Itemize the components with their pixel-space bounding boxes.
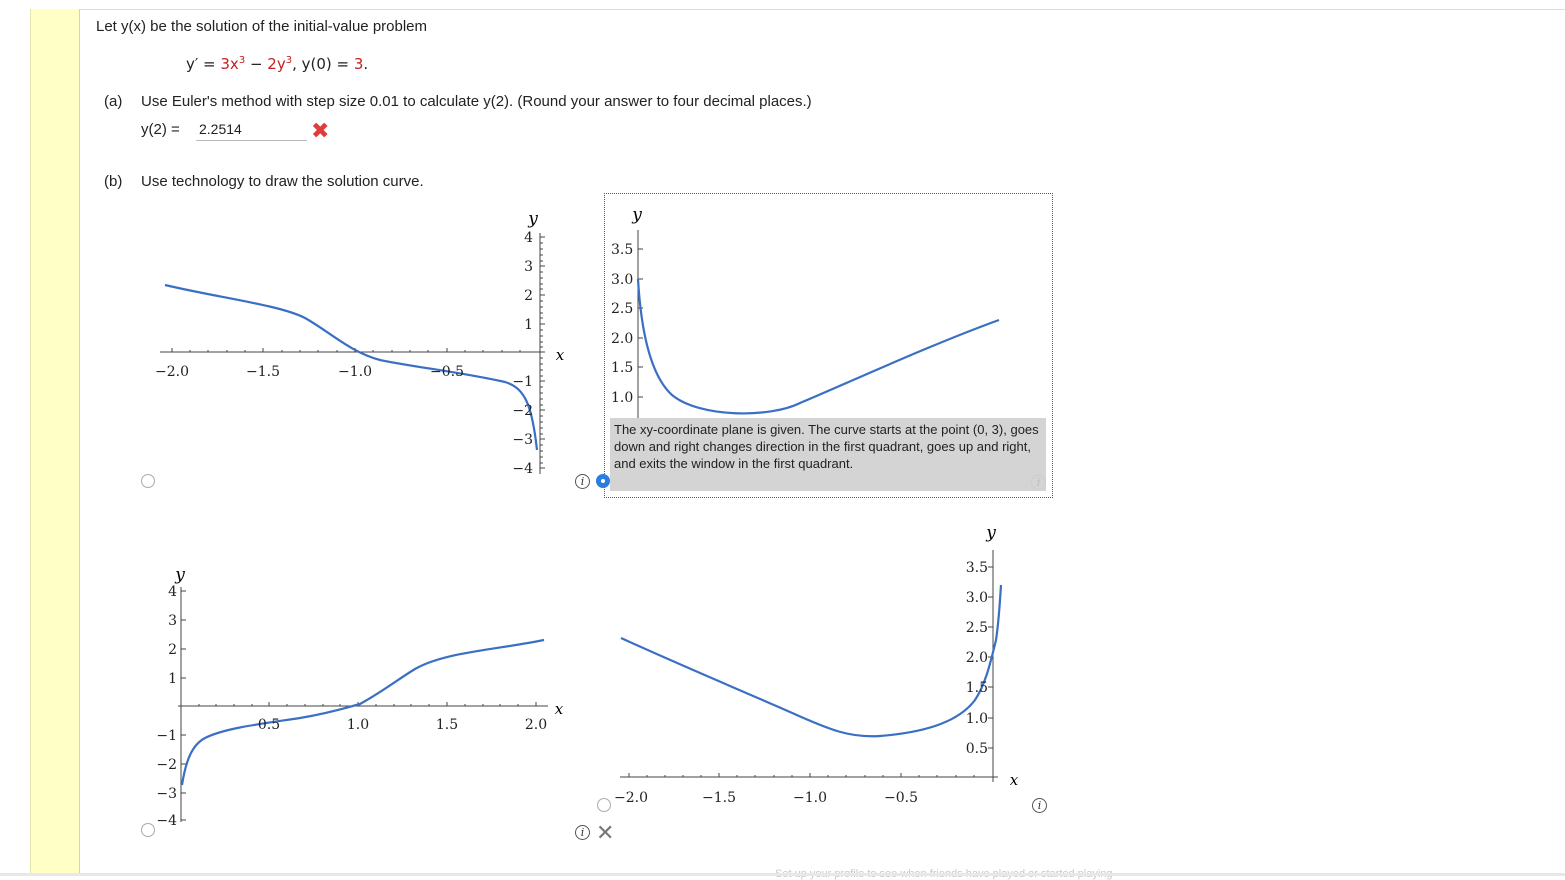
ode-term-2-exp: 3 [285, 55, 293, 66]
option-1-radio[interactable] [141, 474, 155, 488]
y-tick-labels [611, 242, 633, 406]
x-tick-labels [258, 717, 547, 733]
y-tick-label: −4 [512, 461, 533, 477]
y-tick-labels [512, 230, 533, 477]
x-tick-label: −1.0 [338, 364, 372, 380]
x-tick-label: 1.5 [435, 717, 459, 733]
y-tick-label: −4 [156, 813, 177, 829]
solution-curve [182, 640, 544, 785]
x-axis-label: x [1009, 771, 1019, 789]
info-icon[interactable]: i [575, 825, 590, 840]
x-tick-label: −0.5 [884, 790, 918, 806]
x-tick-label: −1.0 [793, 790, 827, 806]
answer-label: y(2) = [141, 121, 180, 138]
x-tick-label: −2.0 [614, 790, 648, 806]
ode-lhs: y′ = [186, 55, 221, 73]
ode-term-2: 2y [267, 55, 286, 73]
y-tick-label: 2.5 [965, 620, 988, 636]
incorrect-x-icon: ✖ [311, 118, 330, 143]
top-border [30, 0, 1565, 10]
ode-minus: − [245, 55, 268, 73]
y-tick-label: 2.0 [965, 650, 988, 666]
graph-option-1 [140, 205, 580, 485]
graph-option-4 [595, 515, 1055, 815]
y-tick-label: 1.5 [965, 680, 988, 696]
answer-input-y2[interactable] [196, 118, 307, 141]
ode-equation [186, 55, 368, 73]
solution-curve [638, 279, 999, 413]
ode-term-1-exp: 3 [238, 55, 246, 66]
part-a-label: (a) [104, 93, 123, 110]
graph-description-tooltip: The xy-coordinate plane is given. The curve starts at the point (0, 3), goes down and right changes direction in the first quadrant, goes up and right, and exits the window in the first quadrant. [610, 418, 1046, 491]
y-tick-label: 3 [168, 613, 177, 629]
x-tick-label: −1.5 [246, 364, 280, 380]
y-tick-labels [966, 560, 988, 757]
y-tick-label: −3 [512, 432, 533, 448]
info-icon[interactable]: i [575, 474, 590, 489]
option-4-radio[interactable] [597, 798, 611, 812]
ode-initial-value: 3 [353, 55, 364, 73]
info-icon[interactable]: i [1032, 798, 1047, 813]
y-tick-label: 1.5 [611, 360, 634, 376]
y-tick-label: −1 [512, 374, 533, 390]
y-tick-label: 3 [524, 259, 533, 275]
problem-intro: Let y(x) be the solution of the initial-value problem [96, 18, 428, 35]
y-tick-label: 1.0 [965, 711, 988, 727]
y-tick-label: −1 [156, 728, 177, 744]
question-gutter [30, 9, 80, 876]
option-2-radio[interactable] [596, 474, 610, 488]
y-axis-label: y [528, 209, 538, 229]
x-tick-marks [199, 702, 536, 706]
y-tick-label: −3 [156, 786, 177, 802]
y-tick-label: −2 [512, 403, 533, 419]
info-icon[interactable]: i [1031, 475, 1046, 490]
incorrect-close-icon: ✕ [596, 820, 615, 845]
x-tick-label: 2.0 [524, 717, 548, 733]
x-tick-labels [614, 790, 918, 806]
ode-sep: , y(0) = [292, 55, 354, 73]
part-a-text: Use Euler's method with step size 0.01 to calculate y(2). (Round your answer to four decimal places.) [141, 93, 812, 110]
y-tick-label: 3.5 [611, 242, 634, 258]
y-tick-labels [156, 584, 177, 829]
y-tick-label: 2 [524, 288, 533, 304]
x-tick-label: −1.5 [702, 790, 736, 806]
ode-term-1: 3x [220, 55, 239, 73]
part-b-text: Use technology to draw the solution curve. [141, 173, 424, 190]
x-tick-label: 1.0 [346, 717, 370, 733]
x-tick-label: 0.5 [257, 717, 281, 733]
y-axis-label: y [175, 565, 185, 585]
y-tick-label: 4 [168, 584, 177, 600]
option-3-radio[interactable] [141, 823, 155, 837]
x-tick-marks [629, 773, 974, 777]
y-tick-label: 3.5 [965, 560, 988, 576]
y-tick-label: 0.5 [965, 741, 988, 757]
y-tick-label: −2 [156, 757, 177, 773]
y-tick-label: 1.0 [611, 390, 634, 406]
y-tick-label: 1 [168, 671, 177, 687]
part-b-label: (b) [104, 173, 123, 190]
y-tick-label: 3.0 [965, 590, 988, 606]
y-tick-label: 1 [524, 317, 533, 333]
y-axis-label: y [986, 523, 996, 543]
x-axis-label: x [555, 346, 565, 364]
x-tick-marks [172, 348, 520, 352]
y-axis-label: y [632, 205, 642, 225]
y-tick-label: 2 [168, 642, 177, 658]
graph-option-3 [140, 520, 580, 840]
y-tick-label: 4 [524, 230, 533, 246]
ode-end: . [363, 55, 369, 73]
x-tick-label: −0.5 [430, 364, 464, 380]
y-tick-label: 2.0 [611, 331, 634, 347]
y-tick-label: 3.0 [611, 272, 634, 288]
solution-curve [621, 585, 1001, 736]
x-tick-label: −2.0 [155, 364, 189, 380]
y-tick-label: 2.5 [611, 301, 634, 317]
x-axis-label: x [554, 700, 564, 718]
